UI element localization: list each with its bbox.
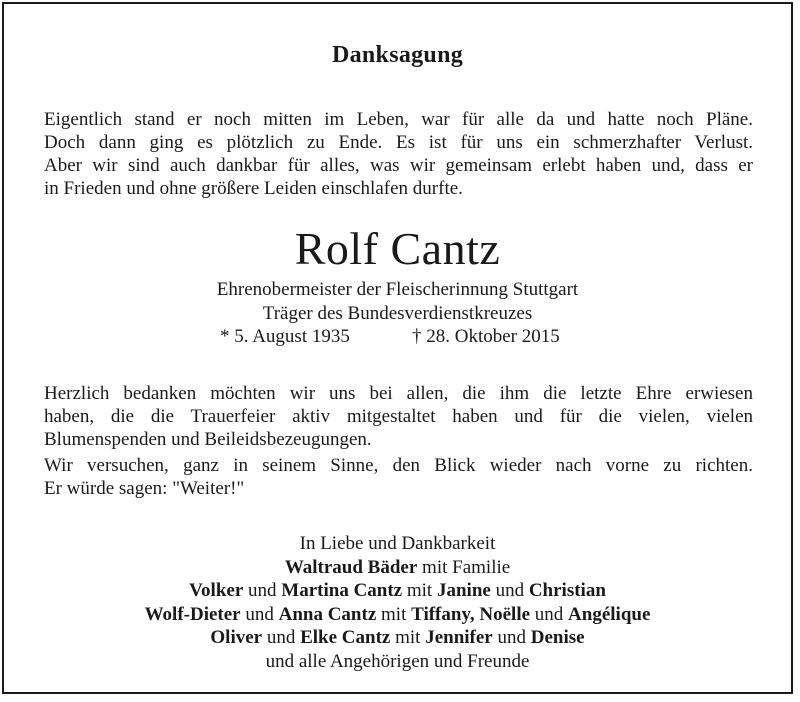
conjunction: und — [497, 627, 526, 648]
mourner-name: Martina Cantz — [281, 580, 403, 601]
deceased-role: Ehrenobermeister der Fleischerinnung Stuttgart — [216, 279, 579, 300]
signature-row — [4, 603, 791, 627]
obituary-notice — [2, 2, 793, 694]
conjunction: und — [495, 580, 525, 601]
signature-opening: In Liebe und Dankbarkeit — [299, 533, 496, 554]
conjunction: mit — [406, 580, 433, 601]
signature-block — [4, 532, 791, 673]
intro-line: Doch dann ging es plötzlich zu Ende. Es ist für uns ein schmerzhafter Verlust. — [44, 132, 753, 153]
mourner-name: Christian — [528, 580, 606, 601]
signature-closing: und alle Angehörigen und Freunde — [265, 650, 530, 672]
thanks-line: Blumenspenden und Beileidsbezeugungen. — [44, 429, 372, 450]
intro-paragraph — [44, 108, 753, 200]
mourner-name: Waltraud Bäder — [284, 556, 418, 578]
birth-date-text: 5. August 1935 — [234, 326, 350, 347]
birth-symbol: * — [220, 326, 230, 347]
death-date — [412, 326, 560, 348]
thanks-line: haben, die die Trauerfeier aktiv mitgestaltet haben und für die vielen, vielen — [44, 406, 753, 427]
signature-row — [4, 556, 791, 580]
signature-row — [4, 579, 791, 603]
conjunction: und — [266, 627, 296, 648]
mourner-name: Janine — [436, 580, 491, 601]
conjunction: mit — [381, 603, 407, 625]
mourner-name: Tiffany, Noëlle — [411, 603, 531, 625]
mourner-name: Oliver — [210, 627, 263, 648]
thanks-paragraph — [44, 382, 753, 451]
mourner-name: Wolf-Dieter — [144, 603, 241, 625]
mourner-name: Denise — [530, 627, 585, 648]
conjunction: und — [245, 603, 274, 625]
mourner-name: Volker — [189, 580, 244, 601]
mourner-name: Jennifer — [425, 627, 493, 648]
conjunction: und — [248, 580, 277, 601]
birth-date — [220, 326, 350, 348]
hope-line: Wir versuchen, ganz in seinem Sinne, den Blick wieder nach vorne zu richten. — [44, 455, 753, 476]
hope-paragraph — [44, 454, 753, 500]
thanks-line: Herzlich bedanken möchten wir uns bei allen, die ihm die letzte Ehre erwiesen — [44, 383, 753, 404]
notice-title: Danksagung — [331, 42, 464, 68]
hope-line: Er würde sagen: "Weiter!" — [44, 478, 245, 499]
mourner-name: Elke Cantz — [300, 627, 391, 648]
signature-row — [4, 626, 791, 650]
mourner-suffix: mit Familie — [422, 556, 511, 578]
deceased-honor: Träger des Bundesverdienstkreuzes — [262, 303, 533, 324]
death-date-text: 28. Oktober 2015 — [426, 326, 560, 347]
mourner-name: Angélique — [568, 603, 651, 625]
deceased-name: Rolf Cantz — [294, 223, 501, 274]
intro-line: Eigentlich stand er noch mitten im Leben, war für alle da und hatte noch Pläne. — [44, 109, 753, 130]
cross-icon: † — [412, 326, 422, 347]
mourner-name: Anna Cantz — [278, 603, 377, 625]
intro-line: Aber wir sind auch dankbar für alles, was wir gemeinsam erlebt haben und, dass er — [44, 155, 753, 176]
conjunction: und — [534, 603, 564, 625]
intro-line: in Frieden und ohne größere Leiden einschlafen durfte. — [44, 178, 463, 199]
conjunction: mit — [395, 627, 421, 648]
